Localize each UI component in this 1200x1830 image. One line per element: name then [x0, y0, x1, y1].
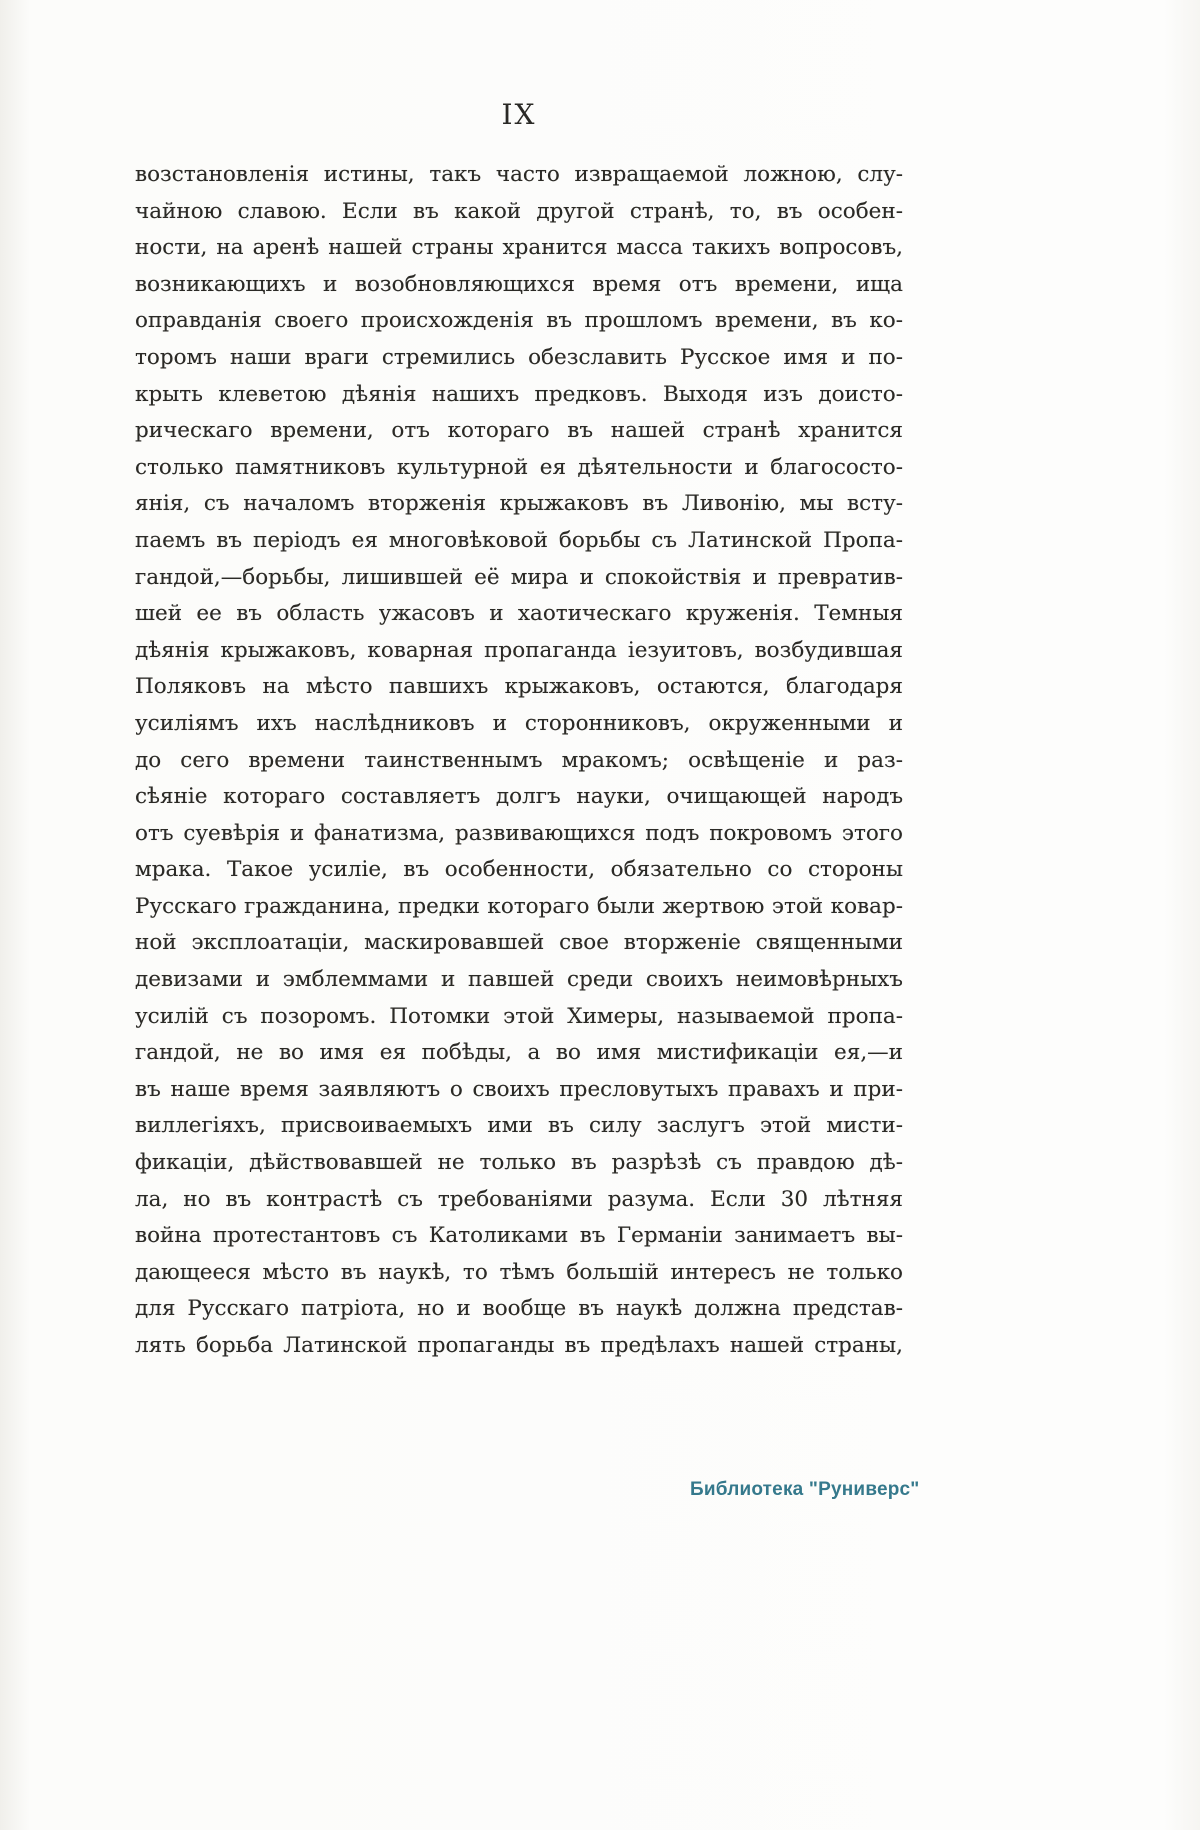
- text-line: усилій съ позоромъ. Потомки этой Химеры, называемой пропа-: [135, 1003, 903, 1029]
- text-line: возстановленія истины, такъ часто извращаемой ложною, слу-: [135, 162, 903, 187]
- text-line: для Русскаго патріота, но и вообще въ наукѣ должна представ-: [135, 1296, 903, 1322]
- text-line: въ наше время заявляютъ о своихъ пресловутыхъ правахъ и при-: [135, 1076, 903, 1102]
- text-line: ной эксплоатаціи, маскировавшей свое вторженіе священными: [135, 930, 903, 956]
- page-content: [135, 0, 903, 1365]
- text-line: отъ суевѣрія и фанатизма, развивающихся подъ покровомъ этого: [135, 820, 903, 846]
- text-line: крыть клеветою дѣянія нашихъ предковъ. Выходя изъ доисто-: [135, 381, 903, 407]
- text-line: торомъ наши враги стремились обезславить Русское имя и по-: [135, 344, 903, 370]
- text-line: паемъ въ періодъ ея многовѣковой борьбы съ Латинской Пропа-: [135, 527, 903, 553]
- text-line: гандой,—борьбы, лишившей её мира и спокойствія и превратив-: [135, 564, 903, 590]
- text-line: война протестантовъ съ Католиками въ Германіи занимаетъ вы-: [135, 1223, 903, 1249]
- text-line: мрака. Такое усиліе, въ особенности, обязательно со стороны: [135, 857, 903, 883]
- text-line: дающееся мѣсто въ наукѣ, то тѣмъ большій интересъ не только: [135, 1259, 903, 1285]
- text-line: до сего времени таинственнымъ мракомъ; освѣщеніе и раз-: [135, 747, 903, 773]
- body-text: [135, 157, 903, 1365]
- text-line: оправданія своего происхожденія въ прошломъ времени, въ ко-: [135, 308, 903, 334]
- text-line: сѣяніе котораго составляетъ долгъ науки, очищающей народъ: [135, 784, 903, 810]
- text-line: янія, съ началомъ вторженія крыжаковъ въ Ливонію, мы всту-: [135, 491, 903, 517]
- text-line: виллегіяхъ, присвоиваемыхъ ими въ силу заслугъ этой мисти-: [135, 1113, 903, 1139]
- text-line: лять борьба Латинской пропаганды въ предѣлахъ нашей страны,: [135, 1333, 903, 1358]
- page-number: IX: [501, 98, 537, 131]
- text-line: столько памятниковъ культурной ея дѣятельности и благососто-: [135, 454, 903, 480]
- text-line: дѣянія крыжаковъ, коварная пропаганда іезуитовъ, возбудившая: [135, 637, 903, 663]
- library-watermark: Библиотека "Руниверс": [690, 1479, 920, 1500]
- text-line: Русскаго гражданина, предки котораго были жертвою этой ковар-: [135, 893, 903, 919]
- text-line: шей ее въ область ужасовъ и хаотическаго круженія. Темныя: [135, 601, 903, 627]
- text-line: рическаго времени, отъ котораго въ нашей странѣ хранится: [135, 418, 903, 444]
- text-line: чайною славою. Если въ какой другой странѣ, то, въ особен-: [135, 198, 903, 224]
- text-line: Поляковъ на мѣсто павшихъ крыжаковъ, остаются, благодаря: [135, 674, 903, 700]
- text-line: девизами и эмблеммами и павшей среди своихъ неимовѣрныхъ: [135, 967, 903, 993]
- text-line: гандой, не во имя ея побѣды, а во имя мистификаціи ея,—и: [135, 1040, 903, 1066]
- text-line: фикаціи, дѣйствовавшей не только въ разрѣзѣ съ правдою дѣ-: [135, 1150, 903, 1176]
- text-line: ности, на аренѣ нашей страны хранится масса такихъ вопросовъ,: [135, 235, 903, 261]
- text-line: усиліямъ ихъ наслѣдниковъ и сторонниковъ, окруженными и: [135, 710, 903, 736]
- text-line: ла, но въ контрастѣ съ требованіями разума. Если 30 лѣтняя: [135, 1186, 903, 1212]
- text-line: возникающихъ и возобновляющихся время отъ времени, ища: [135, 271, 903, 297]
